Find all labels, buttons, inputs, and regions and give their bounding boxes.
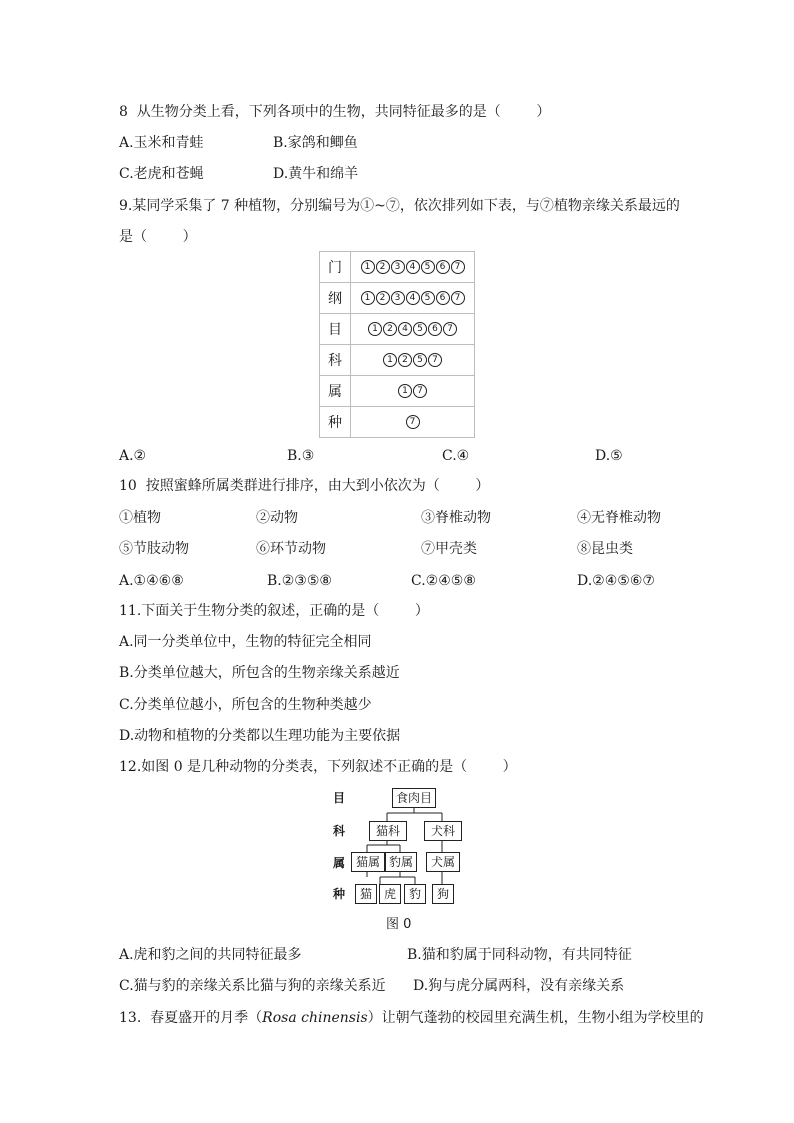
q12-option-d: D.狗与虎分属两科，没有亲缘关系 [413,978,625,994]
rank-label-genus: 属 [333,856,346,870]
q10-item-5: ⑤节肢动物 [119,541,189,557]
q12-option-b: B.猫和豹属于同科动物，有共同特征 [407,947,632,963]
q8-option-c: C.老虎和苍蝇 [119,166,204,182]
circled-number: 4 [398,322,412,336]
q13-stem [119,1008,704,1028]
q10-item-8: ⑧昆虫类 [577,541,633,557]
rank-label-family: 科 [333,824,346,838]
q10-option-b: B.②③⑤⑧ [267,573,332,589]
q9-rank-cell: 门 [320,252,351,283]
q13-stem-end: ）让朝气蓬勃的校园里充满生机，生物小组为学校里的 [367,1010,704,1026]
q9-rank-cell: 科 [320,345,351,376]
q10-item-2: ②动物 [256,510,298,526]
q10-option-a: A.①④⑥⑧ [119,573,184,589]
circled-number: 1 [361,260,375,274]
circled-number: 5 [421,260,435,274]
circled-number: 5 [413,353,427,367]
circled-number: 7 [451,291,465,305]
q9-stem-line1: 9.某同学采集了 7 种植物，分别编号为①~⑦，依次排列如下表，与⑦植物亲缘关系最远的 [119,198,680,214]
q10-option-d: D.②④⑤⑥⑦ [577,573,655,589]
q9-option-a: A.② [119,448,147,464]
circled-number: 1 [368,322,382,336]
q9-rank-cell: 纲 [320,283,351,314]
circled-number: 5 [421,291,435,305]
node-species-leopard: 豹 [404,884,426,904]
q9-option-c: C.④ [442,448,470,464]
q9-rank-cell: 目 [320,314,351,345]
q10-option-c: C.②④⑤⑧ [411,573,476,589]
circled-number: 4 [406,260,420,274]
q10-stem: 10 按照蜜蜂所属类群进行排序，由大到小依次为（ ） [119,478,490,494]
q8-option-b: B.家鸽和鲫鱼 [273,135,358,151]
node-genus-canis: 犬属 [426,852,460,872]
circled-number: 2 [398,353,412,367]
circled-number: 6 [436,260,450,274]
circled-number: 2 [383,322,397,336]
node-species-tiger: 虎 [379,884,401,904]
q11-option-d: D.动物和植物的分类都以生理功能为主要依据 [119,728,401,744]
q11-option-b: B.分类单位越大，所包含的生物亲缘关系越近 [119,665,400,681]
node-species-cat: 猫 [355,884,377,904]
circled-number: 7 [443,322,457,336]
q8-option-d: D.黄牛和绵羊 [273,166,359,182]
q9-rank-cell: 属 [320,376,351,407]
circled-number: 2 [376,260,390,274]
q10-item-1: ①植物 [119,510,161,526]
circled-number: 1 [361,291,375,305]
circled-number: 3 [391,291,405,305]
q10-item-6: ⑥环节动物 [256,541,326,557]
q12-option-a: A.虎和豹之间的共同特征最多 [119,947,302,963]
q9-option-b: B.③ [287,448,315,464]
q13-stem-start: 13. 春夏盛开的月季（ [119,1010,263,1026]
q8-stem: 8 从生物分类上看，下列各项中的生物，共同特征最多的是（ ） [119,104,551,120]
node-order-carnivora: 食肉目 [392,788,436,808]
q12-stem: 12.如图 0 是几种动物的分类表，下列叙述不正确的是（ ） [119,759,517,775]
node-genus-panthera: 豹属 [385,852,417,872]
node-species-dog: 狗 [432,884,454,904]
circled-number: 5 [413,322,427,336]
figure-caption: 图 0 [386,917,412,932]
rank-label-order: 目 [333,791,346,805]
q9-rank-cell: 种 [320,407,351,438]
circled-number: 1 [398,384,412,398]
q13-scientific-name: Rosa chinensis [262,1010,368,1026]
q9-option-d: D.⑤ [595,448,623,464]
q12-option-c: C.猫与豹的亲缘关系比猫与狗的亲缘关系近 [119,978,386,994]
node-family-canidae: 犬科 [424,821,462,841]
circled-number: 1 [383,353,397,367]
circled-number: 7 [451,260,465,274]
q11-option-a: A.同一分类单位中，生物的特征完全相同 [119,634,372,650]
node-family-felidae: 猫科 [369,821,407,841]
q8-option-a: A.玉米和青蛙 [119,135,204,151]
node-genus-felis: 猫属 [351,852,385,872]
circled-number: 7 [428,353,442,367]
q10-item-7: ⑦甲壳类 [421,541,477,557]
circled-number: 6 [436,291,450,305]
q11-option-c: C.分类单位越小，所包含的生物种类越少 [119,697,372,713]
circled-number: 4 [406,291,420,305]
q10-item-3: ③脊椎动物 [421,510,491,526]
circled-number: 7 [406,415,420,429]
circled-number: 3 [391,260,405,274]
circled-number: 2 [376,291,390,305]
q10-item-4: ④无脊椎动物 [577,510,661,526]
rank-label-species: 种 [333,887,346,901]
q9-stem-line2: 是（ ） [119,229,197,245]
circled-number: 6 [428,322,442,336]
circled-number: 7 [413,384,427,398]
q11-stem: 11.下面关于生物分类的叙述，正确的是（ ） [119,603,429,619]
